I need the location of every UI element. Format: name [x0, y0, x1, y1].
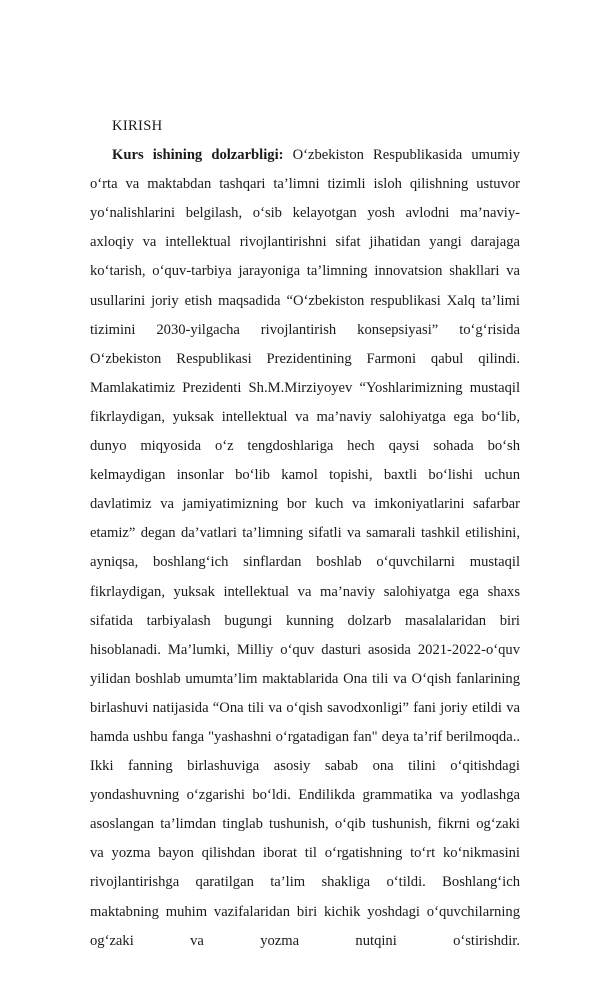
paragraph-body-text: O‘zbekiston Respublikasida umumiy o‘rta va maktabdan tashqari ta’limni tizimli isloh qilishning ustuvor yo‘nalishlarini belgilash, o‘sib kelayotgan yosh avlodni ma’naviy-axloqiy va intellektual rivojlantirishni sifat jihatidan yangi darajaga ko‘tarish, o‘quv-tarbiya jarayoniga ta’limning innovatsion shakllari va usullarini joriy etish maqsadida “O‘zbekiston respublikasi Xalq ta’limi tizimini 2030-yilgacha rivojlantirish konsepsiyasi” to‘g‘risida O‘zbekiston Respublikasi Prezidentining Farmoni qabul qilindi. Mamlakatimiz Prezidenti Sh.M.Mirziyoyev “Yoshlarimizning mustaqil fikrlaydigan, yuksak intellektual va ma’naviy salohiyatga ega bo‘lib, dunyo miqyosida o‘z tengdoshlariga hech qaysi sohada bo‘sh kelmaydigan insonlar bo‘lib kamol topishi, baxtli bo‘lishi uchun davlatimiz va jamiyatimizning bor kuch va imkoniyatlarini safarbar etamiz” degan da’vatlari ta’limning sifatli va samarali tashkil etilishini, ayniqsa, boshlang‘ich sinflardan boshlab o‘quvchilarni mustaqil fikrlaydigan, yuksak intellektual va ma’naviy salohiyatga ega shaxs sifatida tarbiyalash bugungi kunning dolzarb masalalaridan biri hisoblanadi. Ma’lumki, Milliy o‘quv dasturi asosida 2021-2022-o‘quv yilidan boshlab umumta’lim maktablarida Ona tili va O‘qish fanlarining birlashuvi natijasida “Ona tili va o‘qish savodxonligi” fani joriy etildi va hamda ushbu fanga "yashashni o‘rgatadigan fan" deya ta’rif berilmoqda.. Ikki fanning birlashuviga asosiy sabab ona tilini o‘qitishdagi yondashuvning o‘zgarishi bo‘ldi. Endilikda grammatika va yodlashga asoslangan ta’limdan tinglab tushunish, o‘qib tushunish, fikrni og‘zaki va yozma bayon qilishdan iborat til o‘rgatishning to‘rt ko‘nikmasini rivojlantirishga qaratilgan ta’lim shakliga o‘tildi. Boshlang‘ich maktabning muhim vazifalaridan biri kichik yoshdagi o‘quvchilarning og‘zaki va yozma nutqini o‘stirishdir.	[90, 147, 520, 949]
section-heading: KIRISH	[112, 118, 163, 134]
document-body	[90, 112, 520, 985]
paragraph-lead-label: Kurs ishining dolzarbligi:	[112, 147, 284, 164]
intro-paragraph	[90, 141, 520, 985]
